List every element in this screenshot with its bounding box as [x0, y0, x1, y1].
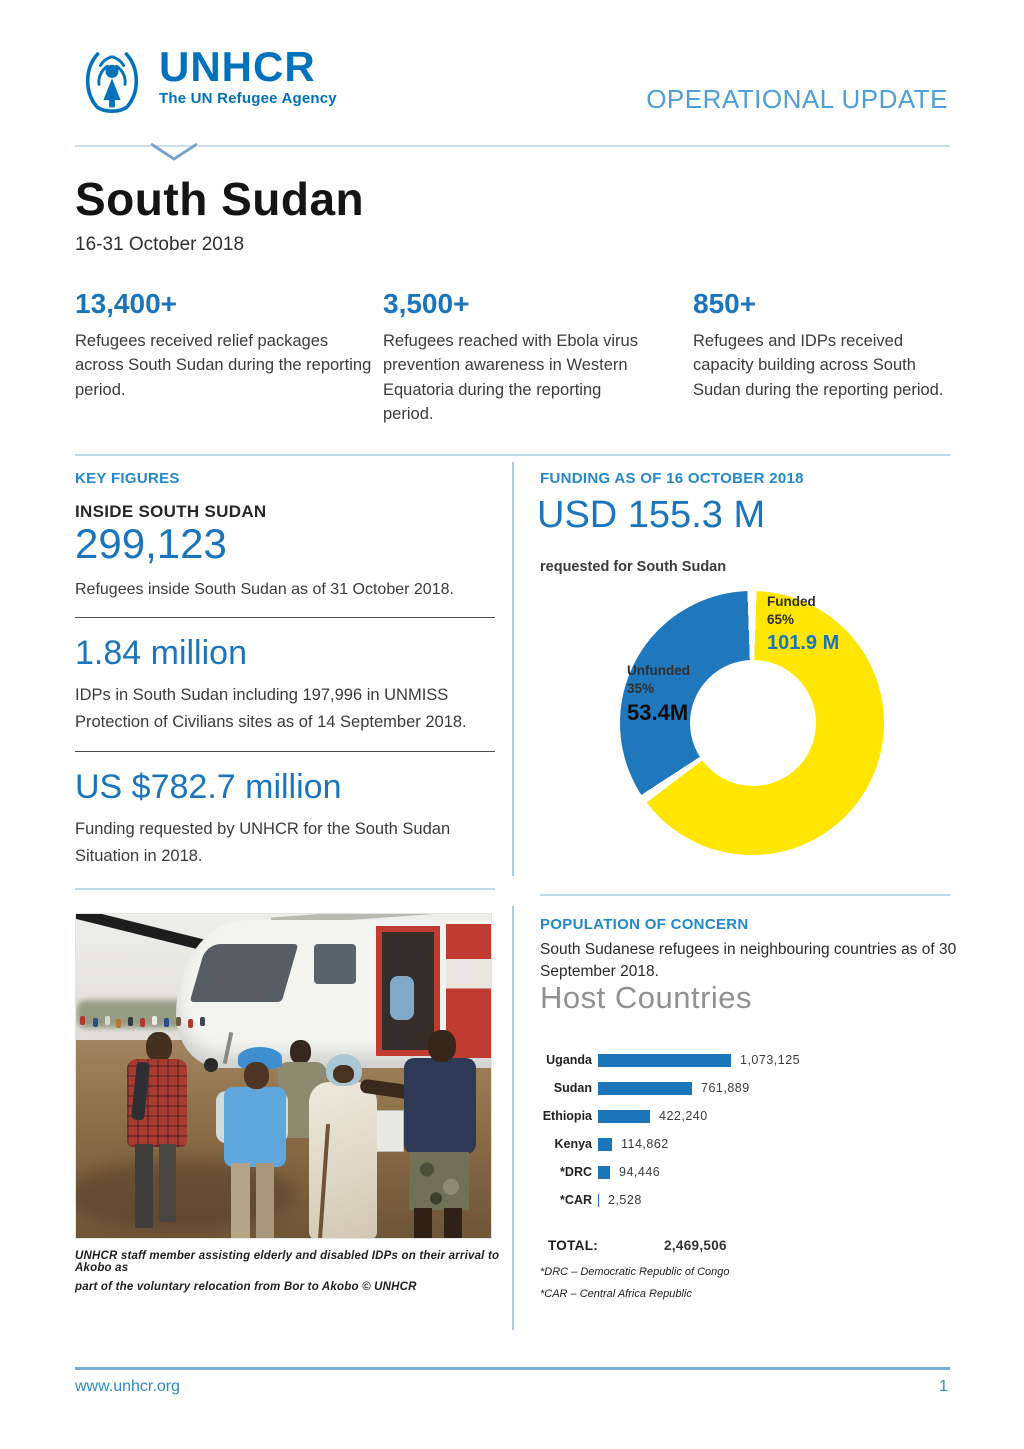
helicopter-window [314, 944, 356, 984]
unfunded-label-group [627, 662, 690, 726]
funded-label-group [767, 593, 839, 655]
bar-value: 114,862 [621, 1137, 669, 1151]
bar-row [540, 1046, 960, 1074]
person-leg [256, 1163, 274, 1239]
column-divider [512, 906, 514, 1330]
highlight-text: Refugees received relief packages across South Sudan during the reporting period. [75, 332, 372, 399]
host-countries-title: Host Countries [540, 980, 753, 1015]
highlight-text: Refugees and IDPs received capacity building across South Sudan during the reporting period. [693, 332, 944, 399]
unhcr-logo [75, 44, 375, 116]
funding-requested-text: Funding requested by UNHCR for the South Sudan Situation in 2018. [75, 820, 451, 865]
idps-text: IDPs in South Sudan including 197,996 in UNMISS Protection of Civilians sites as of 14 September 2018. [75, 686, 467, 731]
man-navy-shirt [392, 1030, 490, 1239]
man-plaid-shirt [122, 1032, 200, 1232]
chevron-down-icon [150, 139, 198, 161]
person-leg [444, 1208, 462, 1239]
person-leg [159, 1144, 176, 1222]
bar-category: Kenya [554, 1137, 592, 1151]
unfunded-percent: 35% [627, 681, 655, 697]
field-photo [75, 913, 492, 1239]
total-value: 2,469,506 [664, 1238, 727, 1253]
footer-divider [75, 1367, 950, 1370]
logo-tagline: The UN Refugee Agency [159, 90, 337, 107]
unhcr-staff-member [214, 1047, 298, 1239]
bar [598, 1054, 731, 1067]
funding-figure: USD 155.3 M [537, 494, 766, 536]
funded-label: Funded [767, 594, 816, 609]
highlight-text: Refugees reached with Ebola virus prevention awareness in Western Equatoria during the reporting period. [383, 332, 638, 423]
donut-hole [690, 660, 816, 786]
bar-value: 1,073,125 [740, 1053, 801, 1067]
total-label: TOTAL: [548, 1238, 599, 1253]
header-divider [75, 145, 950, 147]
helicopter-doorway-passenger [390, 976, 414, 1020]
bar [598, 1194, 599, 1207]
bar [598, 1110, 650, 1123]
photo-caption-line-1: UNHCR staff member assisting elderly and disabled IDPs on their arrival to Akobo as [75, 1250, 500, 1274]
key-figures-divider [75, 751, 495, 752]
population-subtitle: South Sudanese refugees in neighbouring countries as of 30 September 2018. [540, 941, 957, 980]
helicopter-windshield [190, 944, 299, 1002]
host-countries-bar-chart [540, 1046, 960, 1214]
funding-subtitle: requested for South Sudan [540, 559, 727, 575]
bar-category: Uganda [546, 1053, 592, 1067]
camo-shorts [409, 1152, 469, 1210]
highlight-figure: 3,500+ [383, 288, 470, 319]
person-leg [414, 1208, 432, 1239]
left-column-divider [75, 888, 495, 890]
person-head [333, 1065, 354, 1083]
highlight-stat-3 [693, 288, 945, 402]
bar [598, 1166, 610, 1179]
funded-amount: 101.9 M [767, 632, 840, 655]
bar-category: Ethiopia [542, 1109, 592, 1123]
bar [598, 1082, 692, 1095]
bar-value: 761,889 [701, 1081, 750, 1095]
highlight-figure: 850+ [693, 288, 757, 319]
highlight-stat-2 [383, 288, 655, 426]
column-divider [512, 462, 514, 876]
person-leg [135, 1144, 153, 1228]
total-row [548, 1238, 848, 1253]
bar-row [540, 1074, 960, 1102]
doc-type-title: OPERATIONAL UPDATE [646, 84, 948, 114]
unfunded-amount: 53.4M [627, 700, 689, 726]
unhcr-emblem-icon [75, 44, 149, 116]
right-column-divider [540, 894, 950, 896]
page-title: South Sudan [75, 173, 365, 225]
bar-value: 422,240 [659, 1109, 708, 1123]
funding-requested-figure: US $782.7 million [75, 768, 342, 806]
footnote-car: *CAR – Central Africa Republic [540, 1288, 692, 1300]
idps-figure: 1.84 million [75, 634, 247, 672]
photo-caption-line-2: part of the voluntary relocation from Bor to Akobo © UNHCR [75, 1281, 417, 1293]
bar-category: Sudan [553, 1081, 592, 1095]
unhcr-blue-vest [224, 1087, 286, 1167]
bar-row [540, 1186, 960, 1214]
population-heading: POPULATION OF CONCERN [540, 916, 749, 933]
refugees-inside-figure: 299,123 [75, 520, 227, 567]
refugees-inside-text: Refugees inside South Sudan as of 31 October 2018. [75, 581, 454, 598]
funding-heading: FUNDING AS OF 16 OCTOBER 2018 [540, 470, 804, 487]
footer-website-link[interactable]: www.unhcr.org [75, 1378, 180, 1395]
logo-brand: UNHCR [159, 43, 316, 90]
bar-category: *DRC [560, 1165, 592, 1179]
navy-tshirt [404, 1058, 476, 1154]
bar-value: 94,446 [619, 1165, 661, 1179]
page-number: 1 [939, 1378, 948, 1395]
person-head [244, 1062, 269, 1089]
person-head [146, 1032, 172, 1062]
footnote-drc: *DRC – Democratic Republic of Congo [540, 1266, 730, 1278]
funded-percent: 65% [767, 612, 795, 628]
bar-value: 2,528 [608, 1193, 642, 1207]
highlight-figure: 13,400+ [75, 288, 177, 319]
inside-south-sudan-label: INSIDE SOUTH SUDAN [75, 502, 267, 521]
distant-crowd [80, 1016, 85, 1025]
unfunded-label: Unfunded [627, 663, 690, 678]
section-divider [75, 454, 950, 456]
person-head [428, 1030, 456, 1062]
person-leg [231, 1163, 250, 1239]
bar-row [540, 1102, 960, 1130]
bar [598, 1138, 612, 1151]
key-figures-divider [75, 617, 495, 618]
logo-text [159, 44, 337, 107]
highlight-stat-1 [75, 288, 375, 402]
bar-row [540, 1158, 960, 1186]
bar-category: *CAR [560, 1193, 592, 1207]
key-figures-heading: KEY FIGURES [75, 470, 180, 487]
bar-row [540, 1130, 960, 1158]
reporting-period: 16-31 October 2018 [75, 234, 245, 255]
